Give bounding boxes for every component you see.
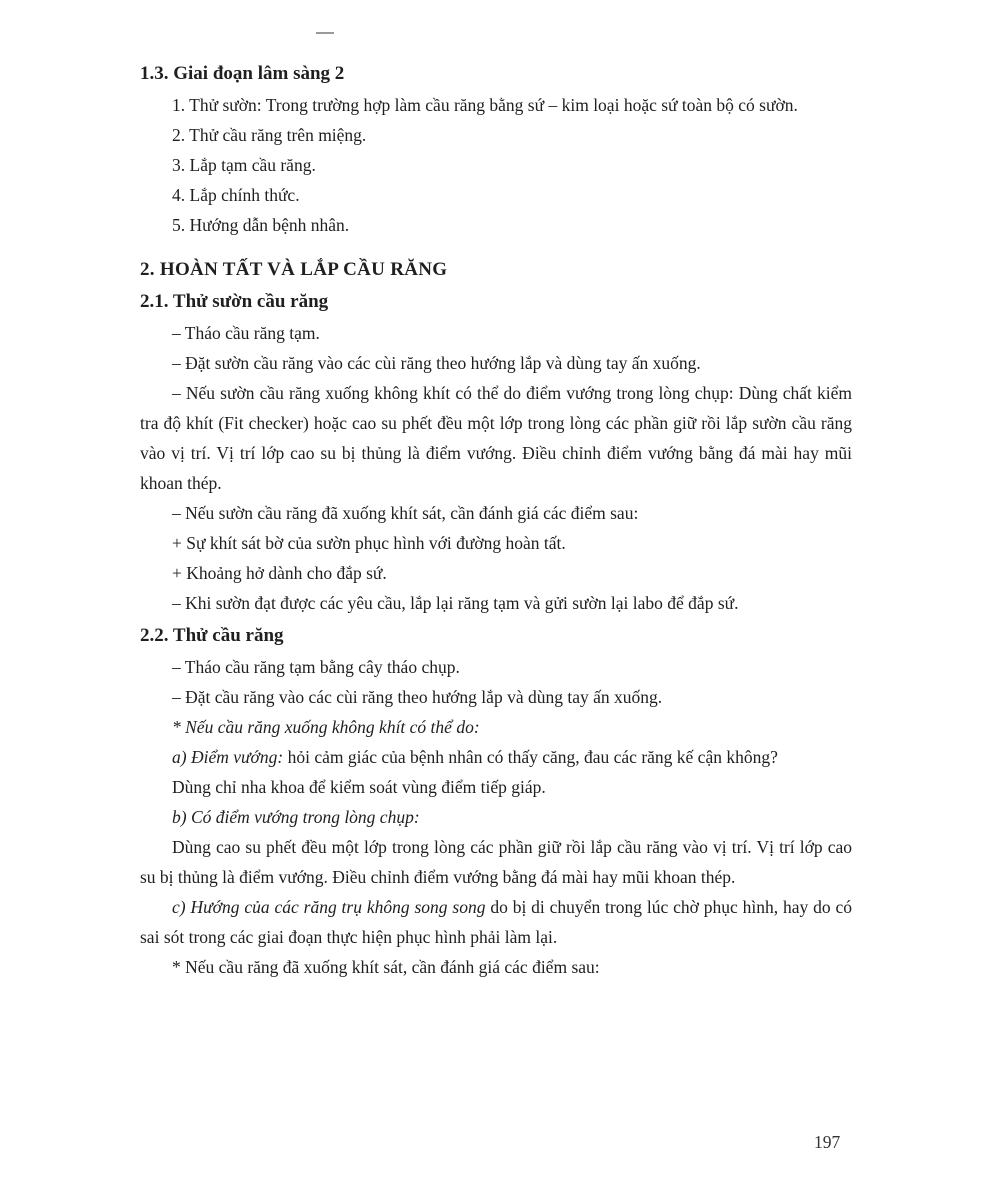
paragraph-2-2-h: * Nếu cầu răng đã xuống khít sát, cần đánh giá các điểm sau: [172, 957, 600, 977]
heading-1-3: 1.3. Giai đoạn lâm sàng 2 [140, 63, 345, 84]
paragraph-2-1-f: + Khoảng hở dành cho đắp sứ. [172, 563, 387, 583]
paragraph-2-2-a: – Tháo cầu răng tạm bằng cây tháo chụp. [172, 657, 460, 677]
paragraph-2-2-e: Dùng chỉ nha khoa để kiểm soát vùng điểm tiếp giáp. [172, 777, 546, 797]
page-content [140, 58, 852, 982]
scan-mark [316, 32, 334, 34]
paragraph-2-1-g: – Khi sườn đạt được các yêu cầu, lắp lại răng tạm và gửi sườn lại labo để đắp sứ. [172, 593, 739, 613]
item-5: 5. Hướng dẫn bệnh nhân. [172, 215, 350, 235]
paragraph-2-1-a: – Tháo cầu răng tạm. [172, 323, 320, 343]
paragraph-2-1-e: + Sự khít sát bờ của sườn phục hình với đường hoàn tất. [172, 533, 566, 553]
page-number: 197 [814, 1132, 841, 1152]
text-a: hỏi cảm giác của bệnh nhân có thấy căng, đau các răng kế cận không? [283, 747, 778, 767]
item-4: 4. Lắp chính thức. [172, 185, 300, 205]
paragraph-2-2-d [140, 742, 852, 772]
heading-2-2: 2.2. Thử cầu răng [140, 625, 284, 646]
paragraph-2-1-c: – Nếu sườn cầu răng xuống không khít có thể do điểm vướng trong lòng chụp: Dùng chất kiểm tra độ khít (Fit checker) hoặc cao su phết đều một lớp trong lòng các phần giữ rồi lắp sườn cầu răng vào vị trí. Vị trí lớp cao su bị thủng là điểm vướng. Điều chỉnh điểm vướng bằng đá mài hay mũi khoan thép. [140, 383, 852, 493]
paragraph-2-1-d: – Nếu sườn cầu răng đã xuống khít sát, cần đánh giá các điểm sau: [172, 503, 639, 523]
heading-2: 2. HOÀN TẤT VÀ LẮP CẦU RĂNG [140, 259, 448, 280]
item-2: 2. Thử cầu răng trên miệng. [172, 125, 367, 145]
item-3: 3. Lắp tạm cầu răng. [172, 155, 316, 175]
label-c: c) Hướng của các răng trụ không song song [172, 897, 486, 917]
text-c: do bị di chuyển trong lúc chờ phục hình, hay do có sai sót trong các giai đoạn thực hiện phục hình phải làm lại. [140, 897, 852, 947]
paragraph-2-2-c: * Nếu cầu răng xuống không khít có thể do: [172, 717, 480, 737]
paragraph-2-1-b: – Đặt sườn cầu răng vào các cùi răng theo hướng lắp và dùng tay ấn xuống. [172, 353, 701, 373]
heading-2-1: 2.1. Thử sườn cầu răng [140, 291, 329, 312]
label-b: b) Có điểm vướng trong lòng chụp: [172, 807, 420, 827]
paragraph-2-2-g [140, 892, 852, 952]
label-a: a) Điểm vướng: [172, 747, 284, 767]
paragraph-2-2-f: Dùng cao su phết đều một lớp trong lòng các phần giữ rồi lắp cầu răng vào vị trí. Vị trí lớp cao su bị thủng là điểm vướng. Điều chỉnh điểm vướng bằng đá mài hay mũi khoan thép. [140, 837, 852, 887]
paragraph-2-2-b: – Đặt cầu răng vào các cùi răng theo hướng lắp và dùng tay ấn xuống. [172, 687, 663, 707]
item-1: 1. Thử sườn: Trong trường hợp làm cầu răng bằng sứ – kim loại hoặc sứ toàn bộ có sườn. [172, 95, 798, 115]
